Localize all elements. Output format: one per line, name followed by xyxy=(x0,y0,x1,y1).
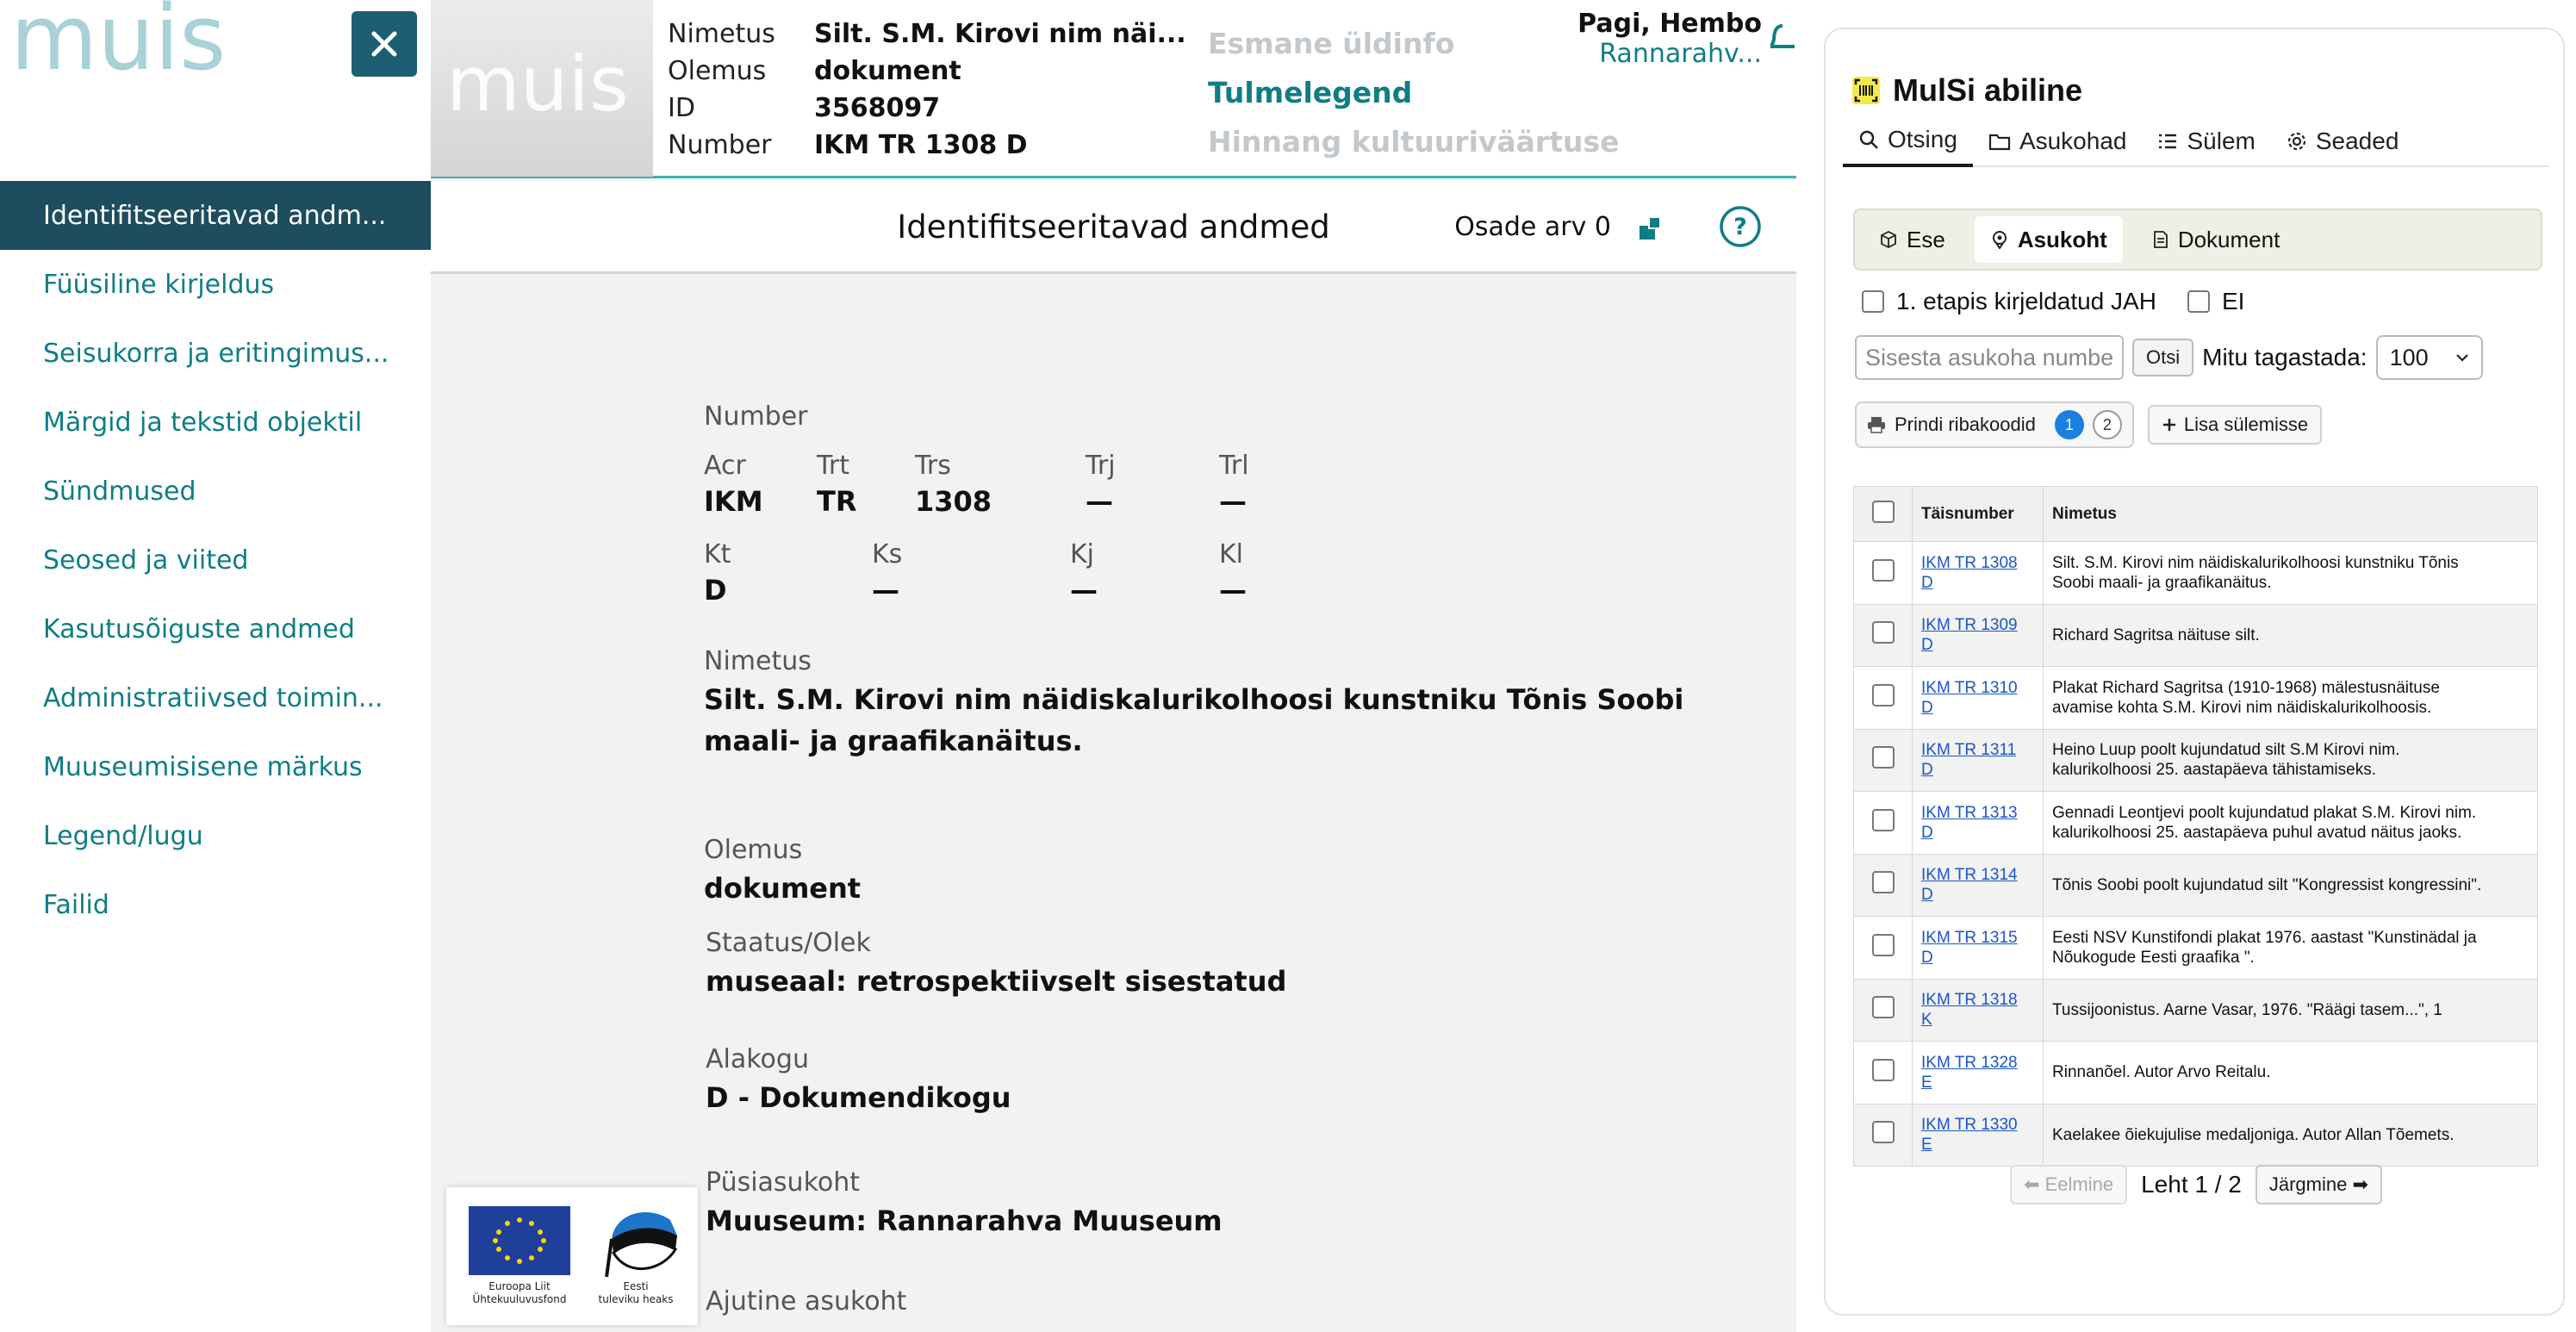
print-page-1[interactable]: 1 xyxy=(2055,410,2084,439)
printer-icon xyxy=(1867,416,1886,433)
olemus-value: dokument xyxy=(704,872,862,905)
sidebar-nav xyxy=(0,181,431,939)
olemus-label: Olemus xyxy=(704,835,803,865)
tab-asukohad-label: Asukohad xyxy=(2019,128,2127,154)
tab-asukohad[interactable] xyxy=(1973,115,2143,167)
svg-text:?: ? xyxy=(1733,214,1747,240)
row-checkbox[interactable] xyxy=(1872,1059,1895,1081)
table-row xyxy=(1854,604,2538,667)
meta-value-olemus: dokument xyxy=(814,56,961,86)
object-number-link[interactable]: IKM TR 1315 D xyxy=(1921,928,2018,967)
table-row xyxy=(1854,1104,2538,1167)
grid-value-trs: 1308 xyxy=(915,485,992,518)
row-name: Silt. S.M. Kirovi nim näidiskalurikolhoosi kunstniku Tõnis Soobi maali- ja graafikanäitus. xyxy=(2044,542,2538,605)
object-number-link[interactable]: IKM TR 1313 D xyxy=(1921,803,2018,842)
grid-label-trl: Trl xyxy=(1219,451,1249,481)
row-checkbox[interactable] xyxy=(1872,871,1895,893)
object-thumbnail[interactable] xyxy=(431,0,653,177)
segment-asukoht-label: Asukoht xyxy=(2017,226,2107,252)
sidebar-item-sundmused[interactable]: Sündmused xyxy=(43,476,196,507)
number-label: Number xyxy=(704,401,808,432)
staatus-label: Staatus/Olek xyxy=(706,928,871,958)
meta-key-number: Number xyxy=(668,130,772,160)
chevron-down-icon xyxy=(2455,352,2469,363)
plus-icon xyxy=(2162,417,2177,433)
nimetus-value-line2: maali- ja graafikanäitus. xyxy=(704,725,1083,757)
prev-page-button[interactable] xyxy=(2010,1165,2127,1204)
sidebar-item-markus[interactable]: Muuseumisisene märkus xyxy=(43,751,363,782)
meta-value-id: 3568097 xyxy=(814,93,941,123)
object-number-link[interactable]: IKM TR 1308 D xyxy=(1921,553,2018,592)
ee-caption-2: tuleviku heaks xyxy=(598,1293,674,1305)
sidebar-item-seisukord[interactable]: Seisukorra ja eritingimus... xyxy=(43,338,389,369)
checkbox-jah[interactable] xyxy=(1862,290,1884,313)
alakogu-label: Alakogu xyxy=(706,1044,809,1074)
helper-title-text: MulSi abiline xyxy=(1893,72,2083,108)
estonia-future-logo-icon xyxy=(594,1201,681,1280)
table-row xyxy=(1854,729,2538,792)
logo-text: muis xyxy=(10,0,227,78)
row-name: Rinnanõel. Autor Arvo Reitalu. xyxy=(2044,1042,2538,1105)
row-name: Eesti NSV Kunstifondi plakat 1976. aastast "Kunstinädal ja Nõukogude Eesti graafika ". xyxy=(2044,917,2538,980)
record-header xyxy=(431,0,1796,178)
section-title: Identifitseeritavad andmed xyxy=(897,209,1330,246)
box-icon xyxy=(1879,230,1898,249)
thumbnail-image xyxy=(431,0,653,177)
search-type-segment xyxy=(1853,209,2542,271)
grid-value-kt: D xyxy=(704,574,727,607)
main-area xyxy=(431,0,1796,1332)
sidebar-item-administratiivsed[interactable]: Administratiivsed toimin... xyxy=(43,682,383,713)
next-page-label: Järgmine xyxy=(2268,1173,2348,1195)
row-name: Kaelakee õiekujulise medaljoniga. Autor Allan Tõemets. xyxy=(2044,1104,2538,1167)
sidebar-item-margid[interactable]: Märgid ja tekstid objektil xyxy=(43,407,363,438)
section-header xyxy=(431,181,1796,274)
row-checkbox[interactable] xyxy=(1872,934,1895,956)
pusiasukoht-label: Püsiasukoht xyxy=(706,1167,861,1198)
close-icon xyxy=(370,29,399,59)
grid-label-ks: Ks xyxy=(872,539,903,570)
barcode-scanner-icon xyxy=(1851,76,1881,105)
tab-otsing-label: Otsing xyxy=(1888,126,1957,152)
sidebar-item-seosed[interactable]: Seosed ja viited xyxy=(43,545,249,576)
select-all-checkbox[interactable] xyxy=(1872,501,1895,523)
row-checkbox[interactable] xyxy=(1872,1121,1895,1143)
segment-asukoht[interactable] xyxy=(1975,216,2123,263)
object-number-link[interactable]: IKM TR 1314 D xyxy=(1921,866,2018,905)
sidebar-item-fuusiline[interactable]: Füüsiline kirjeldus xyxy=(43,269,275,300)
staatus-value: museaal: retrospektiivselt sisestatud xyxy=(706,965,1287,998)
parts-count: Osade arv 0 xyxy=(1454,212,1611,242)
grid-label-trs: Trs xyxy=(915,451,951,481)
row-name: Plakat Richard Sagritsa (1910-1968) mälestusnäituse avamise kohta S.M. Kirovi nim näidiskalurikolhoosis. xyxy=(2044,667,2538,730)
helper-panel-area xyxy=(1796,0,2576,1332)
meta-value-number: IKM TR 1308 D xyxy=(814,130,1028,160)
sidebar xyxy=(0,0,431,1332)
info-tabs xyxy=(1208,19,1620,166)
action-row xyxy=(1855,401,2322,448)
grid-value-trt: TR xyxy=(817,485,857,518)
grid-value-acr: IKM xyxy=(704,485,763,518)
ee-caption-1: Eesti xyxy=(623,1280,649,1292)
row-name: Richard Sagritsa näituse silt. xyxy=(2044,604,2538,667)
print-page-2[interactable]: 2 xyxy=(2093,410,2122,439)
thumbnail-logo-text: muis xyxy=(446,40,629,128)
row-checkbox[interactable] xyxy=(1872,809,1895,831)
grid-label-kj: Kj xyxy=(1070,539,1095,570)
sidebar-item-kasutusoigused[interactable]: Kasutusõiguste andmed xyxy=(43,613,355,644)
result-count-select[interactable] xyxy=(2376,335,2483,380)
object-number-link[interactable]: IKM TR 1309 D xyxy=(1921,616,2018,655)
helper-tabs xyxy=(1843,115,2549,167)
results-table xyxy=(1853,486,2538,1167)
table-row xyxy=(1854,854,2538,917)
eu-caption-1: Euroopa Liit xyxy=(488,1280,551,1292)
tab-esmane-uldinfo[interactable]: Esmane üldinfo xyxy=(1208,27,1455,60)
object-number-link[interactable]: IKM TR 1310 D xyxy=(1921,678,2018,717)
row-checkbox[interactable] xyxy=(1872,996,1895,1018)
arrow-right-icon: ➡ xyxy=(2347,1173,2368,1195)
location-number-input[interactable] xyxy=(1855,335,2124,380)
grid-value-trl: — xyxy=(1219,485,1247,518)
tab-seaded-label: Seaded xyxy=(2315,128,2399,154)
arrow-left-icon: ⬅ xyxy=(2024,1173,2045,1195)
table-row xyxy=(1854,667,2538,730)
sidebar-item-identifitseeritavad[interactable]: Identifitseeritavad andm... xyxy=(0,181,431,250)
checkbox-ei-label: EI xyxy=(2221,288,2245,314)
eu-funding-badge xyxy=(446,1187,698,1325)
next-page-button[interactable] xyxy=(2256,1165,2382,1204)
tab-tulmelegend[interactable]: Tulmelegend xyxy=(1208,76,1413,109)
gear-icon xyxy=(2287,131,2307,152)
pagination xyxy=(1826,1165,2565,1204)
pusiasukoht-value: Muuseum: Rannarahva Muuseum xyxy=(706,1204,1223,1237)
object-number-link[interactable]: IKM TR 1328 E xyxy=(1921,1053,2018,1092)
grid-label-acr: Acr xyxy=(704,451,746,481)
bell-icon[interactable] xyxy=(1770,19,1796,57)
tab-sulem-label: Sülem xyxy=(2187,128,2256,154)
object-number-link[interactable]: IKM TR 1330 E xyxy=(1921,1116,2018,1155)
table-row xyxy=(1854,542,2538,605)
nimetus-label: Nimetus xyxy=(704,646,812,676)
result-count-value: 100 xyxy=(2389,344,2429,370)
folder-icon xyxy=(1988,132,2011,151)
table-row xyxy=(1854,1042,2538,1105)
tab-otsing[interactable] xyxy=(1843,115,1973,167)
segment-dokument[interactable] xyxy=(2137,216,2296,263)
segment-ese-label: Ese xyxy=(1907,226,1945,252)
search-icon xyxy=(1858,129,1879,150)
ajutine-asukoht-label: Ajutine asukoht xyxy=(706,1286,907,1316)
parts-icon[interactable] xyxy=(1637,215,1663,241)
search-button[interactable]: Otsi xyxy=(2132,339,2193,377)
meta-key-nimetus: Nimetus xyxy=(668,19,775,49)
alakogu-value: D - Dokumendikogu xyxy=(706,1081,1011,1114)
row-checkbox[interactable] xyxy=(1872,746,1895,769)
column-header-taisnumber: Täisnumber xyxy=(1913,487,2044,542)
row-checkbox[interactable] xyxy=(1872,559,1895,582)
row-checkbox[interactable] xyxy=(1872,684,1895,706)
table-row xyxy=(1854,979,2538,1042)
grid-label-kt: Kt xyxy=(704,539,731,570)
help-icon[interactable] xyxy=(1719,205,1762,248)
location-search-row xyxy=(1855,335,2483,380)
nimetus-value-line1: Silt. S.M. Kirovi nim näidiskalurikolhoosi kunstniku Tõnis Soobi xyxy=(704,683,1684,716)
grid-label-trt: Trt xyxy=(817,451,850,481)
checkbox-jah-label: 1. etapis kirjeldatud JAH xyxy=(1896,288,2156,314)
grid-value-kl: — xyxy=(1219,574,1247,607)
eu-caption-2: Ühtekuuluvusfond xyxy=(472,1293,567,1305)
table-header-row xyxy=(1854,487,2538,542)
object-number-link[interactable]: IKM TR 1311 D xyxy=(1921,741,2017,780)
list-icon xyxy=(2157,132,2178,151)
row-checkbox[interactable] xyxy=(1872,621,1895,644)
add-to-swarm-button[interactable] xyxy=(2148,405,2322,445)
tab-seaded[interactable] xyxy=(2271,115,2415,167)
meta-key-olemus: Olemus xyxy=(668,56,767,86)
record-meta xyxy=(668,16,1186,164)
grid-value-trj: — xyxy=(1086,485,1113,518)
row-name: Heino Luup poolt kujundatud silt S.M Kirovi nim. kalurikolhoosi 25. aastapäeva tähistamiseks. xyxy=(2044,729,2538,792)
grid-value-ks: — xyxy=(872,574,899,607)
meta-key-id: ID xyxy=(668,93,695,123)
row-name: Tussijoonistus. Aarne Vasar, 1976. "Räägi tasem...", 1 xyxy=(2044,979,2538,1042)
segment-ese[interactable] xyxy=(1864,216,1961,263)
row-name: Tõnis Soobi poolt kujundatud silt "Kongressist kongressini". xyxy=(2044,854,2538,917)
segment-dokument-label: Dokument xyxy=(2177,226,2280,252)
table-row xyxy=(1854,917,2538,980)
muis-logo xyxy=(10,0,234,78)
eu-flag-icon xyxy=(469,1206,570,1275)
sidebar-item-failid[interactable]: Failid xyxy=(43,889,109,920)
grid-value-kj: — xyxy=(1070,574,1098,607)
page-indicator: Leht 1 / 2 xyxy=(2141,1171,2242,1198)
mulsi-helper-panel xyxy=(1824,28,2565,1316)
column-header-nimetus: Nimetus xyxy=(2044,487,2538,542)
tab-sulem[interactable] xyxy=(2142,115,2270,167)
user-info[interactable] xyxy=(1577,9,1762,69)
prev-page-label: Eelmine xyxy=(2044,1173,2114,1195)
object-number-link[interactable]: IKM TR 1318 K xyxy=(1921,991,2018,1030)
grid-label-kl: Kl xyxy=(1219,539,1244,570)
checkbox-ei[interactable] xyxy=(2187,290,2210,313)
table-row xyxy=(1854,792,2538,855)
filter-checkboxes xyxy=(1862,288,2244,315)
user-name: Pagi, Hembo xyxy=(1577,9,1762,39)
record-content xyxy=(672,274,1792,1332)
row-name: Gennadi Leontjevi poolt kujundatud plakat S.M. Kirovi nim. kalurikolhoosi 25. aastapäeva puhul avatud näitus jaoks. xyxy=(2044,792,2538,855)
print-barcodes-button[interactable] xyxy=(1855,401,2134,448)
document-icon xyxy=(2152,230,2169,249)
meta-value-nimetus: Silt. S.M. Kirovi nim näi... xyxy=(814,19,1186,49)
pin-icon xyxy=(1990,230,2009,249)
tab-hinnang[interactable]: Hinnang kultuuriväärtuse xyxy=(1208,125,1620,159)
print-barcodes-label: Prindi ribakoodid xyxy=(1895,414,2036,435)
user-organization: Rannarahv... xyxy=(1599,39,1762,69)
close-sidebar-button[interactable] xyxy=(352,11,417,77)
sidebar-item-legend[interactable]: Legend/lugu xyxy=(43,820,203,851)
helper-title xyxy=(1851,72,2082,109)
result-count-label: Mitu tagastada: xyxy=(2202,344,2368,370)
add-to-swarm-label: Lisa sülemisse xyxy=(2183,414,2309,435)
grid-label-trj: Trj xyxy=(1086,451,1116,481)
